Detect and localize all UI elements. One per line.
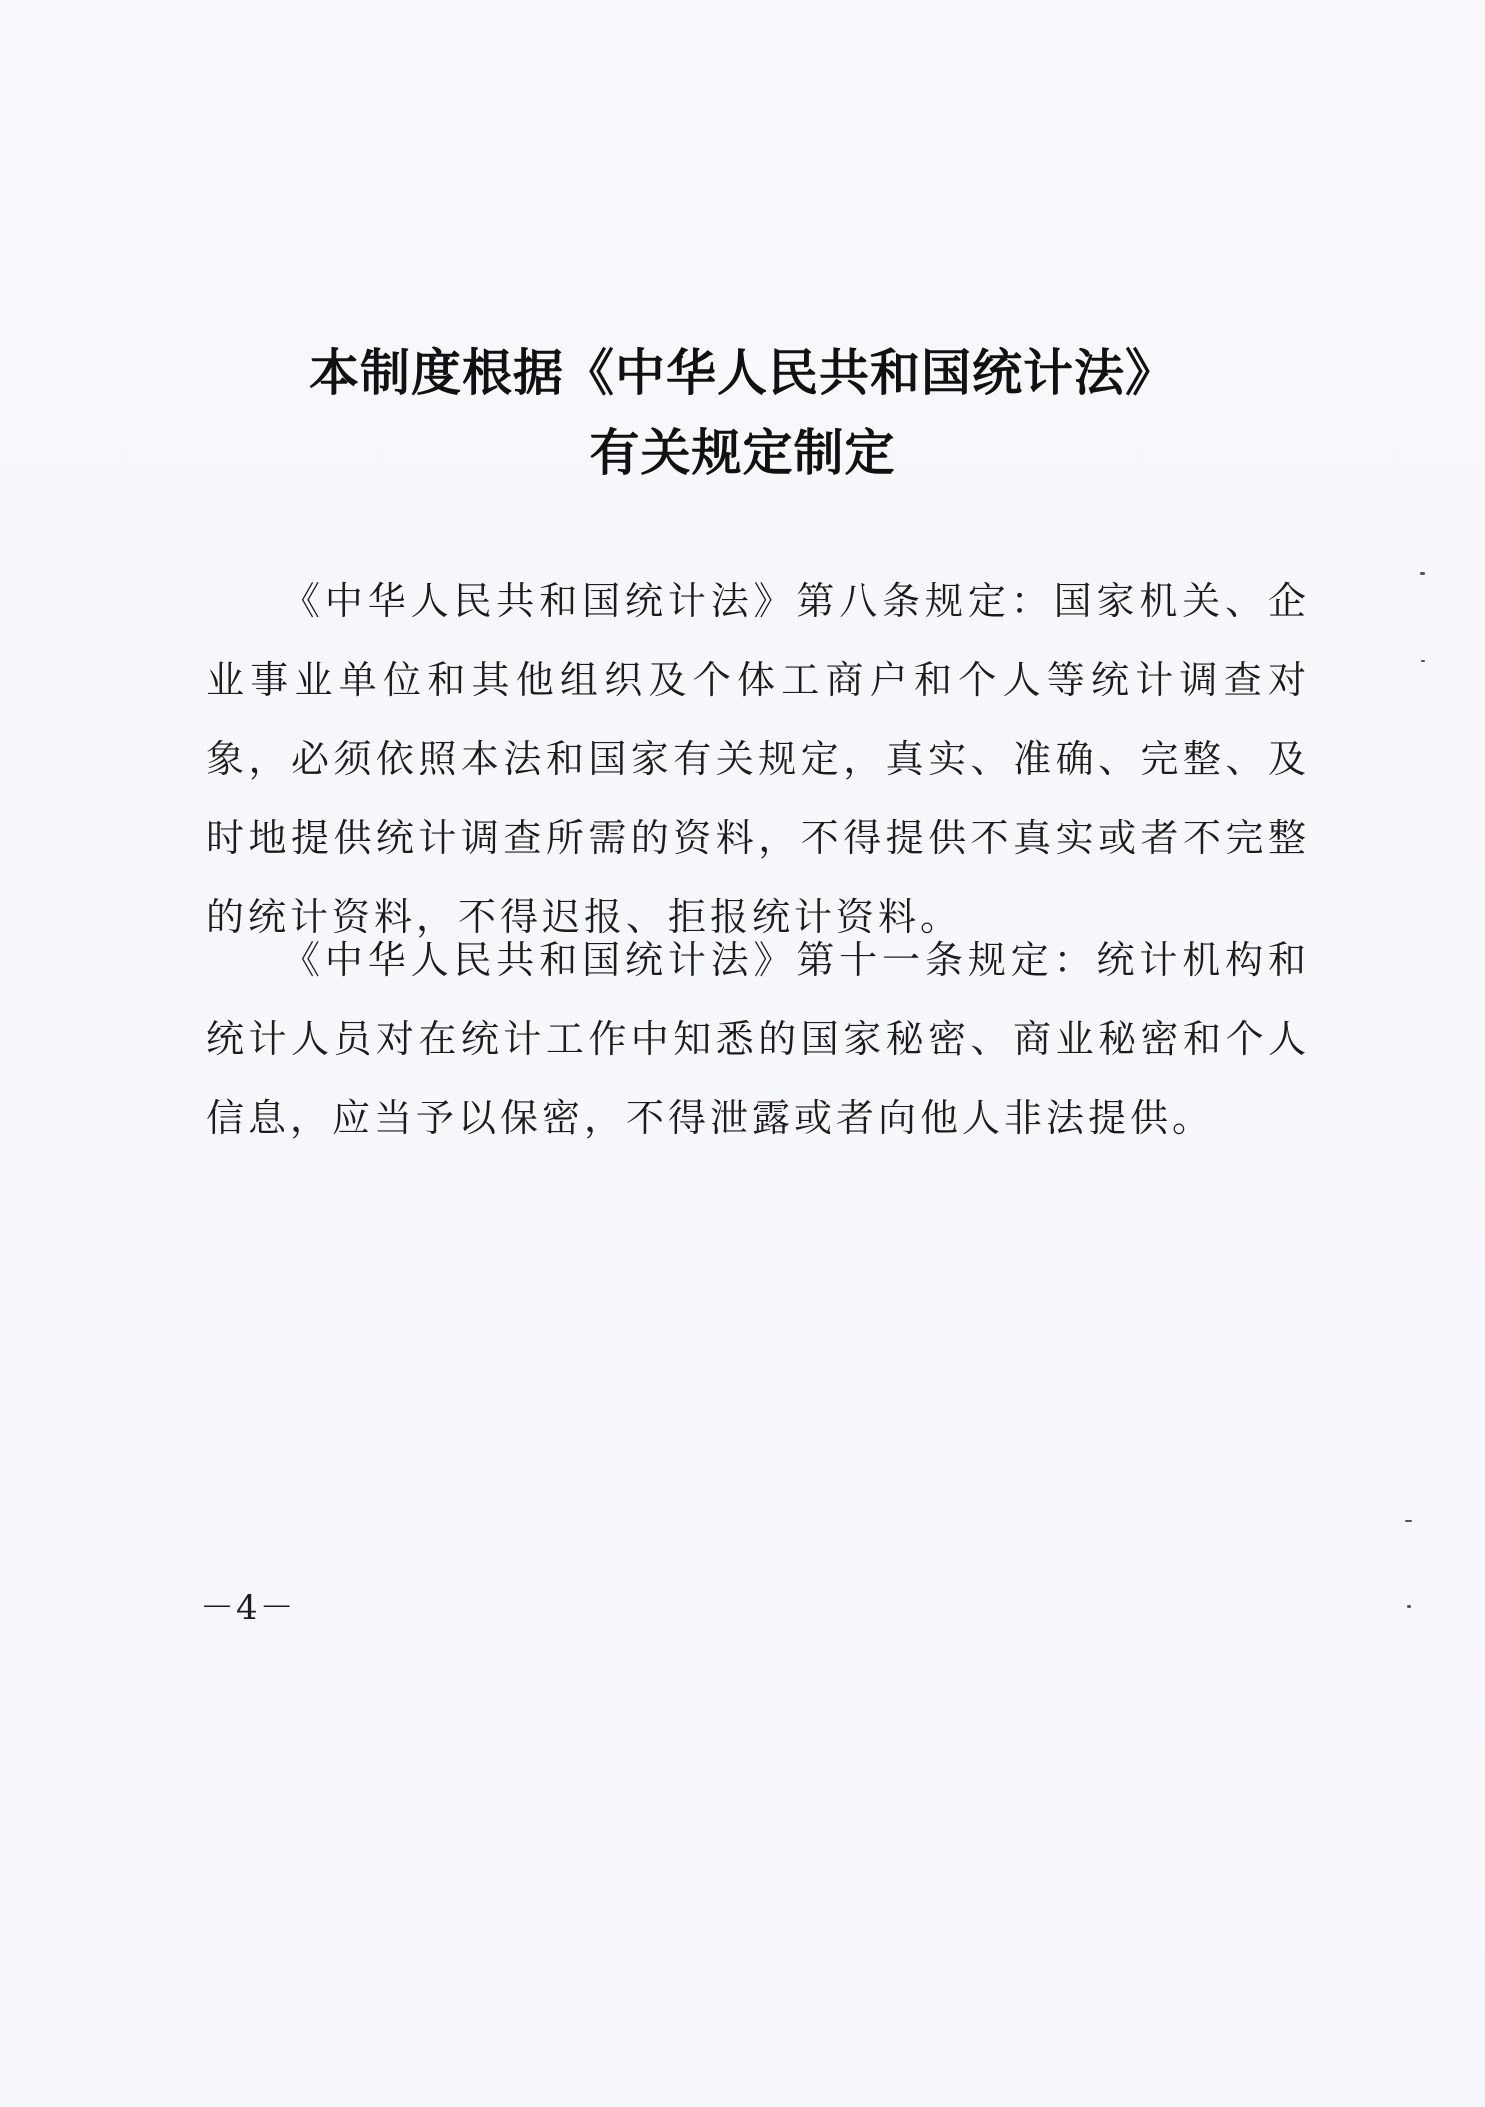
scan-speck — [1405, 1520, 1412, 1522]
paragraph-article-8: 《中华人民共和国统计法》第八条规定：国家机关、企业事业单位和其他组织及个体工商户和个人等统计调查对象，必须依照本法和国家有关规定，真实、准确、完整、及时地提供统计调查所需的资料，不得提供不真实或者不完整的统计资料，不得迟报、拒报统计资料。 — [206, 579, 1310, 939]
scan-speck — [1420, 572, 1425, 575]
page-number: －4－ — [200, 1588, 296, 1628]
document-title-line-1: 本制度根据《中华人民共和国统计法》 — [309, 343, 1176, 402]
scan-speck — [1407, 1605, 1411, 1608]
paragraph-article-11: 《中华人民共和国统计法》第十一条规定：统计机构和统计人员对在统计工作中知悉的国家秘密、商业秘密和个人信息，应当予以保密，不得泄露或者向他人非法提供。 — [206, 938, 1310, 1140]
document-title-line-2: 有关规定制定 — [589, 423, 896, 482]
scan-speck — [1421, 660, 1425, 662]
